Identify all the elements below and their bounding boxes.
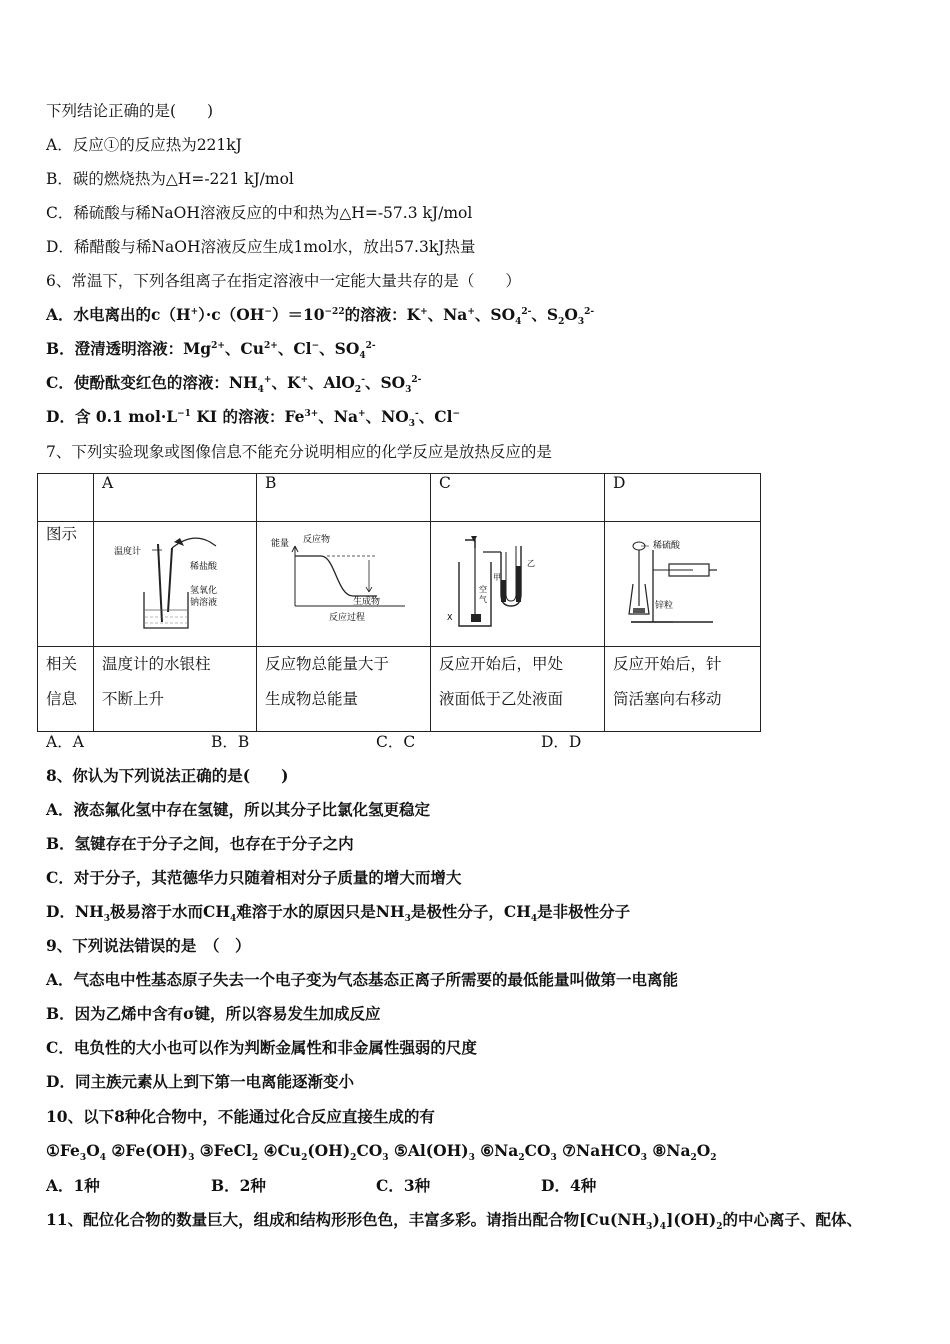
fig-b-product-label: 生成物 bbox=[353, 597, 381, 607]
q9-option-a: A．气态电中性基态原子失去一个电子变为气态基态正离子所需要的最低能量叫做第一电离能 bbox=[46, 970, 679, 989]
q7-table bbox=[37, 473, 761, 732]
fig-d-acid-label: 稀硫酸 bbox=[653, 541, 681, 551]
fig-a-base2-label: 钠溶液 bbox=[190, 598, 218, 608]
q9-option-c: C．电负性的大小也可以作为判断金属性和非金属性强弱的尺度 bbox=[46, 1038, 477, 1057]
figure-a-beaker bbox=[102, 522, 248, 642]
fig-c-x-label: X bbox=[447, 613, 453, 622]
q7-figure-label: 图示 bbox=[38, 522, 94, 647]
q7-choice-b: B．B bbox=[211, 733, 250, 751]
q10-choice-b: B．2种 bbox=[211, 1176, 266, 1195]
q7-info-d-1: 反应开始后，针 bbox=[613, 655, 722, 673]
q8-option-d: D．$NH_3$极易溶于水而$CH_4$难溶于水的原因只是$NH_3$是极性分子，$CH_4$是非极性分子 bbox=[46, 902, 631, 925]
q7-stem: 7、下列实验现象或图像信息不能充分说明相应的化学反应是放热反应的是 bbox=[46, 443, 552, 461]
fig-c-jia-label: 甲 bbox=[493, 573, 501, 582]
figure-c-u-tube bbox=[439, 522, 596, 642]
q5-option-c: C．稀硫酸与稀NaOH溶液反应的中和热为△H=-57.3 kJ/mol bbox=[46, 204, 473, 222]
q6-option-b: B．澄清透明溶液：$Mg^{2+}$、$Cu^{2+}$、Cl−、$SO_4^{2-}$ bbox=[46, 339, 376, 362]
q7-figure-a bbox=[94, 522, 257, 647]
fig-a-thermometer-label: 温度计 bbox=[114, 547, 142, 557]
fig-c-air2-label: 气 bbox=[479, 595, 487, 604]
q7-info-label-1: 相关 bbox=[46, 655, 78, 673]
q7-info-a-2: 不断上升 bbox=[102, 690, 165, 708]
figure-d-syringe bbox=[613, 522, 752, 642]
q10-choice-c: C．3种 bbox=[376, 1176, 431, 1195]
q5-option-d: D．稀醋酸与稀NaOH溶液反应生成1mol水，放出57.3kJ热量 bbox=[46, 238, 476, 256]
q9-stem: 9、下列说法错误的是 （ ） bbox=[46, 936, 251, 955]
q6-option-c: C．使酚酞变红色的溶液：$NH_4^+$、K+、AlO$_2$-、$SO_3^{2-}$ bbox=[46, 373, 422, 396]
q9-option-b: B．因为乙烯中含有σ键，所以容易发生加成反应 bbox=[46, 1004, 381, 1023]
q7-figure-c bbox=[431, 522, 605, 647]
q5-option-a: A．反应①的反应热为221kJ bbox=[46, 136, 242, 154]
fig-b-process-label: 反应过程 bbox=[329, 613, 366, 623]
q7-choice-a: A．A bbox=[46, 733, 84, 751]
q7-figure-d bbox=[605, 522, 761, 647]
q7-info-c-2: 液面低于乙处液面 bbox=[439, 690, 564, 708]
q7-header-empty bbox=[38, 474, 94, 522]
q7-info-d bbox=[605, 647, 761, 732]
q7-info-b-1: 反应物总能量大于 bbox=[265, 655, 390, 673]
q8-option-c: C．对于分子，其范德华力只随着相对分子质量的增大而增大 bbox=[46, 868, 462, 887]
q7-info-label bbox=[38, 647, 94, 732]
fig-a-acid-label: 稀盐酸 bbox=[190, 562, 218, 572]
q7-info-b-2: 生成物总能量 bbox=[265, 690, 359, 708]
q8-option-b: B．氢键存在于分子之间，也存在于分子之内 bbox=[46, 834, 354, 853]
q8-option-a: A．液态氟化氢中存在氢键，所以其分子比氯化氢更稳定 bbox=[46, 800, 431, 819]
q7-header-c: C bbox=[431, 474, 605, 522]
q7-choice-c: C．C bbox=[376, 733, 416, 751]
q7-info-c-1: 反应开始后，甲处 bbox=[439, 655, 564, 673]
q7-info-label-2: 信息 bbox=[46, 690, 78, 708]
q7-info-a-1: 温度计的水银柱 bbox=[102, 655, 211, 673]
q5-stem: 下列结论正确的是( ) bbox=[46, 102, 214, 120]
q7-info-a bbox=[94, 647, 257, 732]
q6-option-a: A．水电离出的$c(H^+)\cdot c(OH^-)=10^{-22}$的溶液：K+、Na+、$SO_4^{2-}$、$S_2O_3^{2-}$ bbox=[46, 305, 595, 328]
q6-option-d: D．含 0.1 $mol\cdot L^{-1}$ KI 的溶液：$Fe^{3+}$、Na+、$NO_3^-$、Cl− bbox=[46, 407, 461, 430]
fig-d-zinc-label: 锌粒 bbox=[655, 601, 674, 611]
fig-a-base1-label: 氢氧化 bbox=[190, 586, 218, 596]
fig-b-energy-label: 能量 bbox=[271, 539, 290, 549]
figure-b-energy-diagram bbox=[265, 522, 422, 642]
q10-choice-a: A．1种 bbox=[46, 1176, 100, 1195]
q7-header-d: D bbox=[605, 474, 761, 522]
q9-option-d: D．同主族元素从上到下第一电离能逐渐变小 bbox=[46, 1072, 354, 1091]
q10-choice-d: D．4种 bbox=[541, 1176, 597, 1195]
q10-stem: 10、以下8种化合物中，不能通过化合反应直接生成的有 bbox=[46, 1107, 435, 1126]
q7-figure-b bbox=[257, 522, 431, 647]
q7-info-b bbox=[257, 647, 431, 732]
q10-compounds: $①Fe_3O_4$ $②Fe(OH)_3$ ③FeCl$_2$ $④Cu_2(OH)_2CO_3$ $⑤Al(OH)_3$ $⑥Na_2CO_3$ ⑦NaHCO$_3$ $⑧Na_2O_2$ bbox=[46, 1141, 717, 1164]
fig-b-reactant-label: 反应物 bbox=[303, 535, 331, 545]
q7-choice-d: D．D bbox=[541, 733, 582, 751]
q7-info-d-2: 筒活塞向右移动 bbox=[613, 690, 722, 708]
q7-header-a: A bbox=[94, 474, 257, 522]
q11-stem: 11、配位化合物的数量巨大，组成和结构形形色色，丰富多彩。请指出配合物$[Cu(NH_3)_4](OH)_2$的中心离子、配体、 bbox=[46, 1210, 862, 1233]
q7-info-c bbox=[431, 647, 605, 732]
q5-option-b: B．碳的燃烧热为△H=-221 kJ/mol bbox=[46, 170, 294, 188]
fig-c-yi-label: 乙 bbox=[527, 559, 535, 568]
fig-c-air1-label: 空 bbox=[479, 585, 487, 594]
q6-stem: 6、常温下，下列各组离子在指定溶液中一定能大量共存的是（ ） bbox=[46, 272, 521, 290]
q8-stem: 8、你认为下列说法正确的是( ) bbox=[46, 766, 289, 785]
q7-header-b: B bbox=[257, 474, 431, 522]
